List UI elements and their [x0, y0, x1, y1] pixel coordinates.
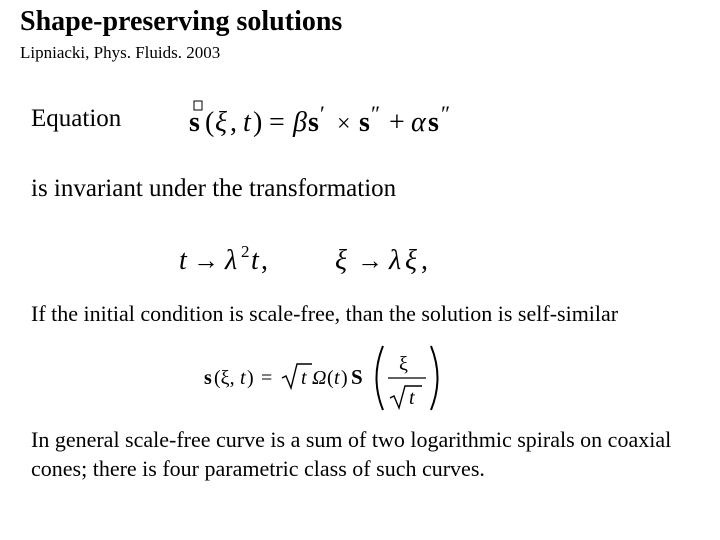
svg-text:λ: λ: [225, 245, 238, 276]
svg-text:): ): [247, 367, 254, 389]
equation-transformation: [175, 235, 475, 280]
svg-text:): ): [253, 107, 263, 138]
svg-text:ξ: ξ: [405, 245, 417, 276]
svg-text:β: β: [293, 107, 307, 138]
svg-text:λ: λ: [389, 245, 402, 276]
svg-text:t: t: [240, 367, 246, 389]
svg-text:,: ,: [230, 107, 237, 138]
svg-text:″: ″: [371, 101, 381, 126]
svg-text:s: s: [428, 107, 439, 138]
svg-text:+: +: [389, 107, 405, 138]
svg-text:S: S: [351, 365, 363, 389]
equation-self-similar: [200, 340, 460, 415]
svg-text:(: (: [327, 367, 334, 389]
svg-text:,: ,: [261, 245, 268, 276]
svg-text:Ω: Ω: [312, 367, 327, 389]
svg-text:×: ×: [337, 111, 351, 137]
svg-text:′: ′: [320, 101, 325, 126]
svg-text:″: ″: [441, 101, 451, 126]
equation-lia-formula: [185, 95, 485, 145]
svg-text:t: t: [243, 107, 251, 138]
svg-text:t: t: [334, 367, 340, 389]
svg-text:ξ: ξ: [335, 245, 347, 276]
svg-text:t: t: [301, 367, 307, 389]
svg-text:t: t: [409, 387, 415, 409]
svg-text:(ξ,: (ξ,: [214, 367, 235, 389]
svg-text:t: t: [251, 245, 259, 276]
svg-text:ξ: ξ: [215, 107, 227, 138]
svg-text:s: s: [204, 367, 212, 389]
svg-text:2: 2: [241, 242, 250, 261]
svg-text:ξ: ξ: [399, 353, 408, 375]
svg-text:t: t: [179, 245, 187, 276]
general-text: In general scale-free curve is a sum of two logarithmic spirals on coaxial cones; there is four parametric class of such curves.: [31, 427, 672, 481]
svg-text:→: →: [193, 246, 219, 275]
svg-text:=: =: [269, 107, 285, 138]
slide-title: Shape-preserving solutions: [20, 6, 343, 37]
svg-text:(: (: [205, 107, 215, 138]
equation-label: Equation: [31, 105, 122, 132]
svg-text:→: →: [357, 246, 383, 275]
svg-text:): ): [341, 367, 348, 389]
svg-text:s: s: [359, 107, 370, 138]
slide-subtitle: Lipniacki, Phys. Fluids. 2003: [20, 43, 221, 62]
svg-text:s: s: [308, 107, 319, 138]
svg-text:α: α: [411, 107, 426, 138]
initial-condition-text: If the initial condition is scale-free, than the solution is self-similar: [31, 301, 619, 326]
svg-text:=: =: [261, 367, 273, 389]
svg-text:,: ,: [421, 245, 428, 276]
invariant-text: is invariant under the transformation: [31, 175, 397, 202]
svg-text:s: s: [189, 107, 200, 138]
